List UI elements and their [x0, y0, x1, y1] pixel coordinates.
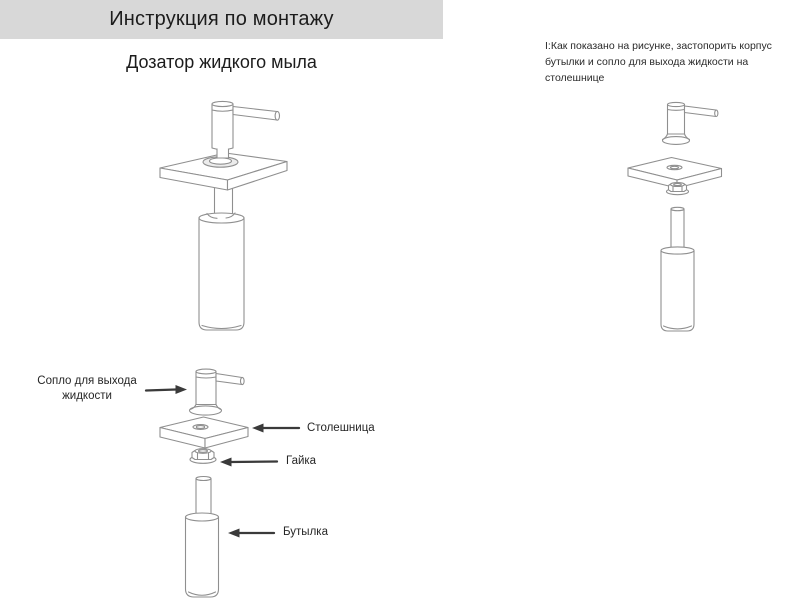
small-bottle	[661, 207, 694, 331]
exploded-countertop	[160, 417, 248, 448]
nut-label: Гайка	[286, 455, 317, 467]
assembled-dispenser-drawing	[160, 101, 287, 330]
instruction-step-text: I:Как показано на рисунке, застопорить корпус бутылки и сопло для выхода жидкости на столешнице	[545, 40, 772, 84]
page-subtitle: Дозатор жидкого мыла	[126, 52, 317, 72]
assembled-pump	[212, 101, 279, 158]
nozzle-arrow-right-icon	[146, 385, 187, 394]
assembled-bottle	[199, 213, 244, 330]
countertop-label: Столешница	[307, 422, 375, 434]
small-pump	[663, 102, 718, 144]
exploded-nut	[190, 449, 216, 464]
exploded-view-drawing	[146, 369, 299, 597]
bottle-arrow-left-icon	[228, 529, 274, 538]
nut-arrow-left-icon	[220, 458, 277, 467]
small-nut	[667, 183, 689, 195]
page-title: Инструкция по монтажу	[109, 8, 334, 30]
bottle-label: Бутылка	[283, 526, 328, 538]
nozzle-label: Сопло для выхода жидкости	[37, 375, 137, 402]
countertop-arrow-left-icon	[252, 424, 299, 433]
exploded-view-small-drawing	[628, 102, 722, 331]
exploded-pump	[190, 369, 245, 415]
exploded-bottle	[186, 477, 219, 598]
